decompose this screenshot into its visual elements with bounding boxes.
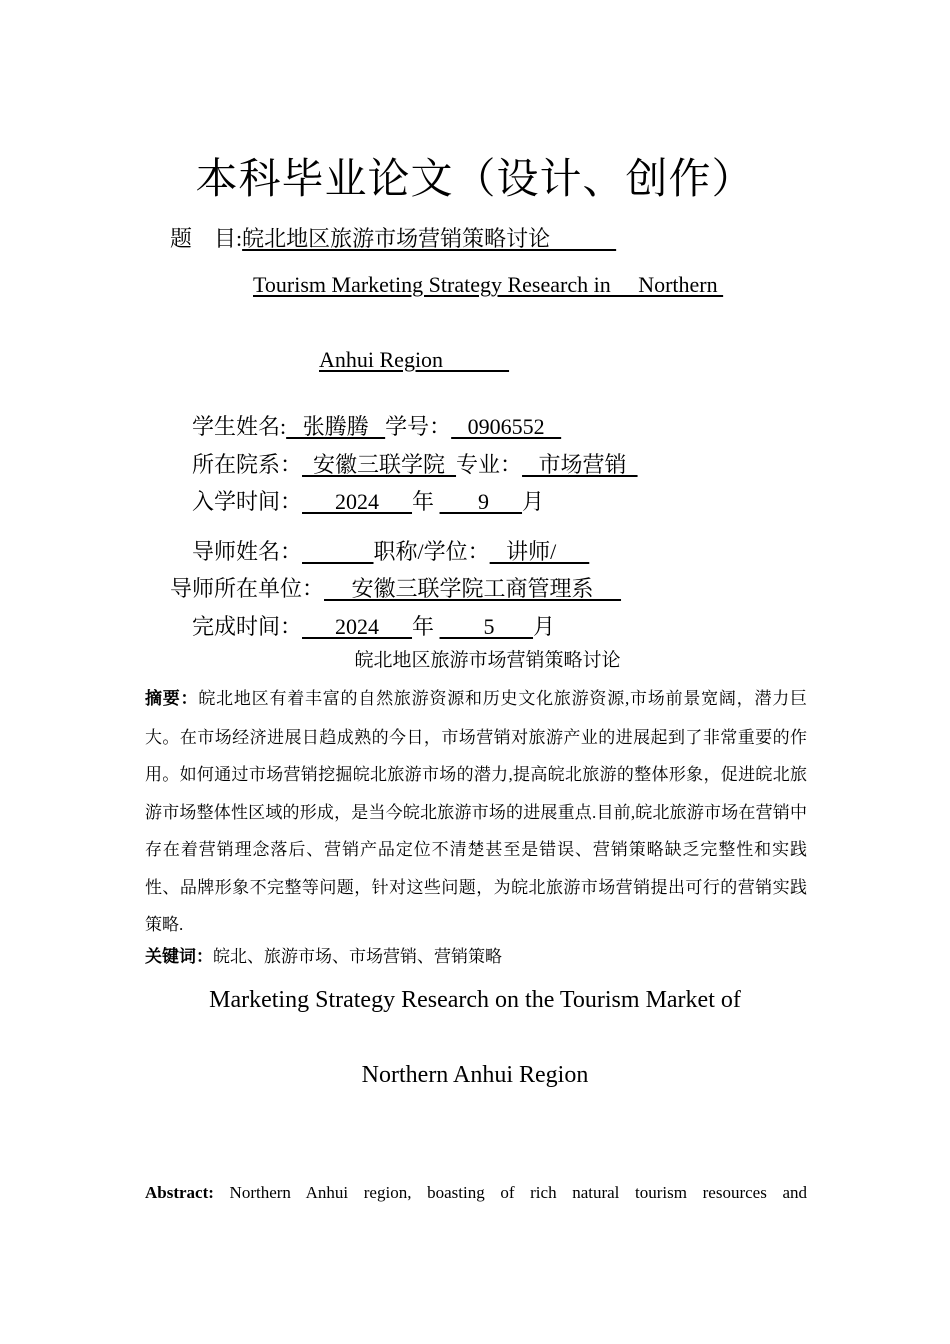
advisor-name-value bbox=[302, 539, 374, 564]
department-label: 所在院系： bbox=[192, 452, 303, 477]
advisor-title-label: 职称/学位： bbox=[373, 539, 490, 564]
abstract-en-title-line2: Northern Anhui Region bbox=[361, 1062, 589, 1088]
student-name-label: 学生姓名: bbox=[192, 414, 287, 439]
enroll-month-unit: 月 bbox=[522, 489, 545, 514]
advisor-unit-row bbox=[170, 572, 621, 603]
enroll-year-unit: 年 bbox=[412, 489, 435, 514]
abstract-cn-paragraph bbox=[145, 680, 807, 944]
abstract-en-label: Abstract: bbox=[145, 1183, 214, 1202]
advisor-label: 导师姓名： bbox=[192, 539, 303, 564]
abstract-cn-label: 摘要： bbox=[145, 689, 199, 709]
enroll-month-value: 9 bbox=[439, 489, 523, 514]
department-row bbox=[192, 448, 638, 479]
topic-cn-value: 皖北地区旅游市场营销策略讨论 bbox=[242, 226, 617, 251]
advisor-row bbox=[192, 535, 589, 566]
enroll-year-value: 2024 bbox=[302, 489, 413, 514]
keywords-label: 关键词： bbox=[145, 947, 213, 967]
topic-en-line1: Tourism Marketing Strategy Research in Northern bbox=[253, 272, 724, 297]
department-value: 安徽三联学院 bbox=[302, 452, 457, 477]
keywords-row bbox=[145, 942, 502, 967]
topic-en-line2: Anhui Region bbox=[319, 347, 510, 372]
enroll-row bbox=[192, 485, 544, 516]
student-name-value: 张腾腾 bbox=[286, 414, 386, 439]
student-id-label: 学号： bbox=[385, 414, 452, 439]
advisor-unit-label: 导师所在单位： bbox=[170, 576, 325, 601]
abstract-en-text: Northern Anhui region, boasting of rich natural tourism resources and bbox=[213, 1183, 807, 1202]
advisor-unit-value: 安徽三联学院工商管理系 bbox=[324, 576, 622, 601]
keywords-value: 皖北、旅游市场、市场营销、营销策略 bbox=[213, 947, 502, 966]
abstract-en-paragraph bbox=[145, 1178, 807, 1208]
abstract-en-title-line1: Marketing Strategy Research on the Tourism Market of bbox=[209, 987, 741, 1013]
major-label: 专业： bbox=[456, 452, 523, 477]
advisor-title-value: 讲师/ bbox=[489, 539, 590, 564]
complete-year-unit: 年 bbox=[412, 614, 435, 639]
major-value: 市场营销 bbox=[522, 452, 638, 477]
enroll-label: 入学时间： bbox=[192, 489, 303, 514]
abstract-cn-text: 皖北地区有着丰富的自然旅游资源和历史文化旅游资源,市场前景宽阔，潜力巨大。在市场经济进展日趋成熟的今日，市场营销对旅游产业的进展起到了非常重要的作用。如何通过市场营销挖掘皖北旅游市场的潜力,提高皖北旅游的整体形象，促进皖北旅游市场整体性区域的形成，是当今皖北旅游市场的进展重点.目前,皖北旅游市场在营销中存在着营销理念落后、营销产品定位不清楚甚至是错误、营销策略缺乏完整性和实践性、品牌形象不完整等问题，针对这些问题，为皖北旅游市场营销提出可行的营销实践策略. bbox=[145, 689, 808, 934]
student-row bbox=[192, 410, 561, 441]
thesis-main-title: 本科毕业论文（设计、创作） bbox=[195, 157, 755, 203]
complete-label: 完成时间： bbox=[192, 614, 303, 639]
topic-row bbox=[170, 222, 616, 253]
complete-month-unit: 月 bbox=[533, 614, 556, 639]
abstract-cn-title: 皖北地区旅游市场营销策略讨论 bbox=[354, 649, 621, 671]
topic-label: 题 目: bbox=[170, 226, 243, 251]
complete-year-value: 2024 bbox=[302, 614, 413, 639]
complete-month-value: 5 bbox=[439, 614, 534, 639]
student-id-value: 0906552 bbox=[451, 414, 562, 439]
complete-row bbox=[192, 610, 555, 641]
